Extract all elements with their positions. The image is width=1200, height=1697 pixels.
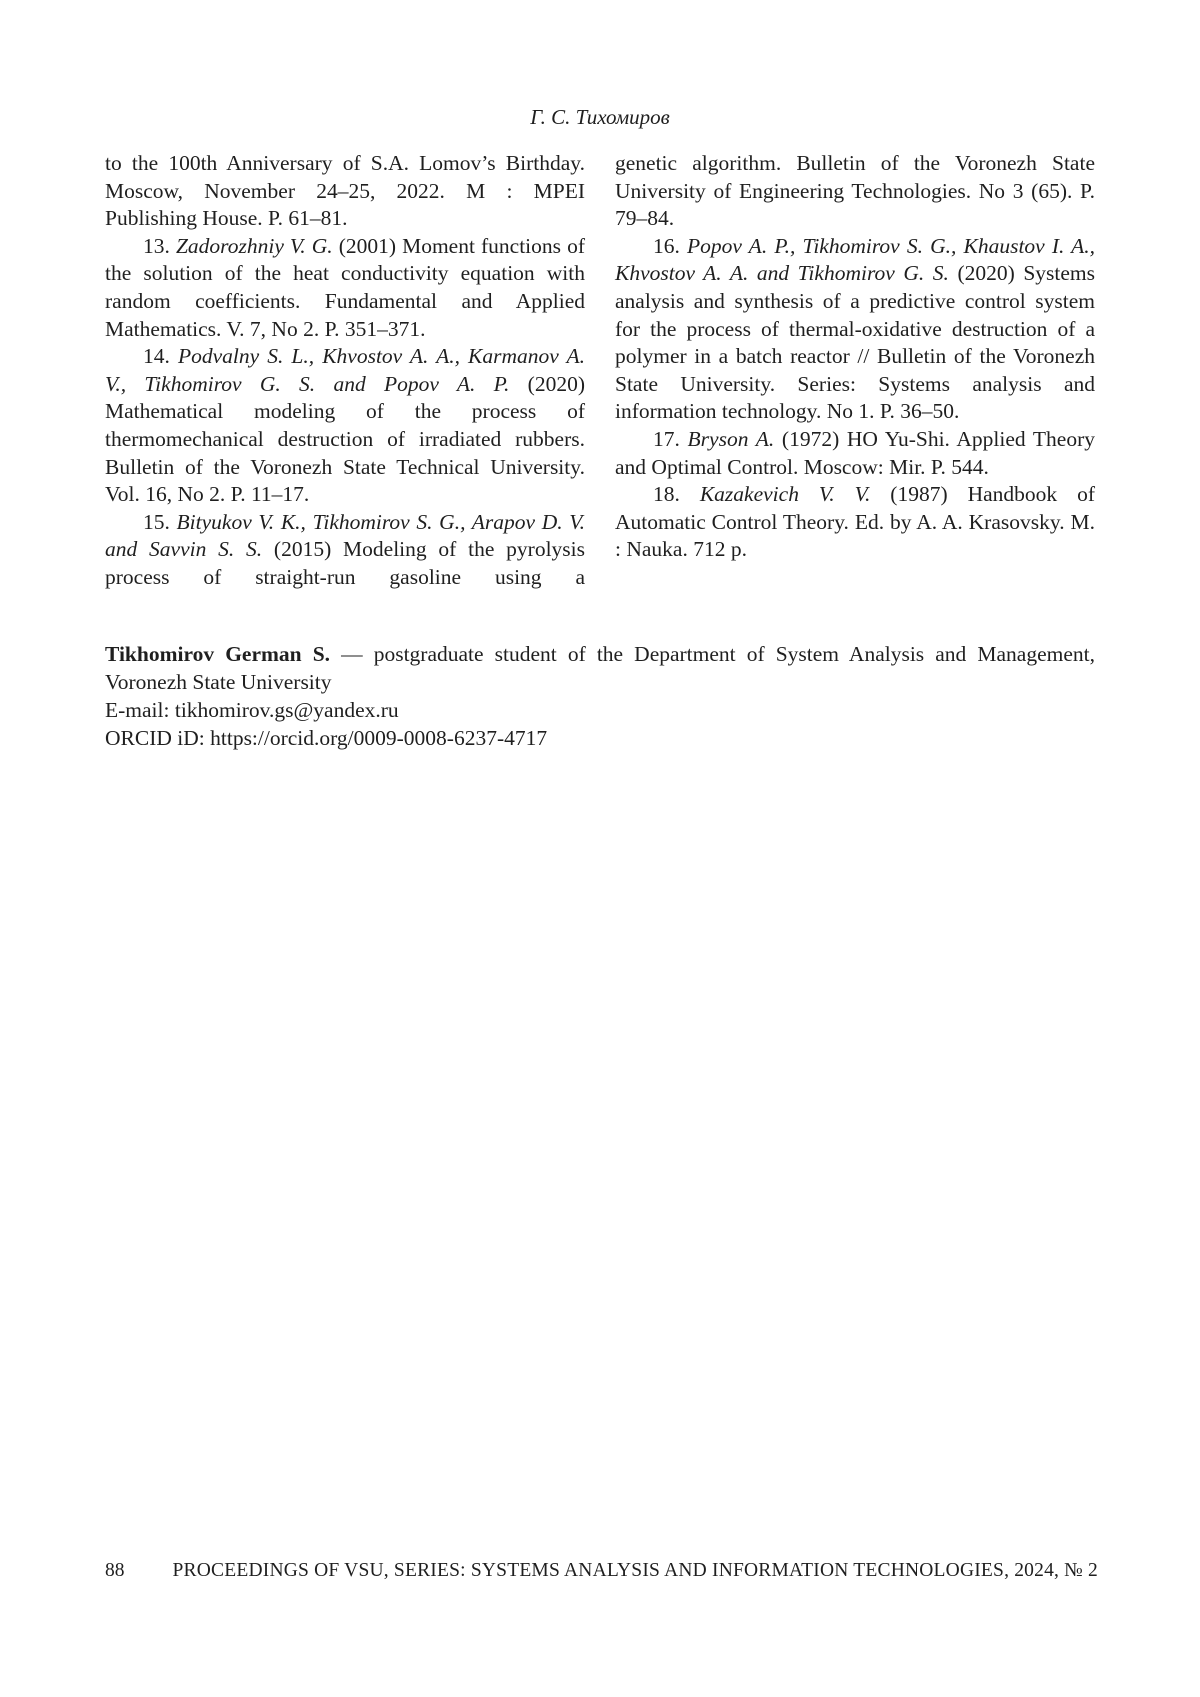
reference-paragraph bbox=[615, 426, 1095, 481]
author-email-line: E-mail: tikhomirov.gs@yandex.ru bbox=[105, 698, 399, 722]
reference-text: (2020) Mathematical modeling of the process of thermomechanical destruction of irradiated rubbers. Bulletin of the Voronezh State Technical University. Vol. 16, No 2. P. 11–17. bbox=[105, 371, 585, 507]
reference-authors: Zadorozhniy V. G. bbox=[175, 233, 333, 258]
reference-authors: Popov A. P., Tikhomirov S. G., Khaustov I. A., Khvostov A. A. and Tikhomirov G. S. bbox=[615, 233, 1096, 286]
reference-text: (1987) Handbook of Automatic Control Theory. Ed. by A. A. Krasovsky. M. : Nauka. 712 p. bbox=[615, 482, 1096, 562]
reference-text: 18. bbox=[653, 482, 700, 507]
reference-paragraph bbox=[105, 233, 585, 343]
references-right-column bbox=[615, 150, 1095, 592]
reference-text: (2020) Systems analysis and synthesis of a predictive control system for the process of thermal-oxidative destruction of a polymer in a batch reactor // Bulletin of the Voronezh State University. Series: Systems analysis and information technology. No 1. P. 36–50. bbox=[615, 261, 1095, 424]
footer-journal-title: PROCEEDINGS OF VSU, SERIES: SYSTEMS ANALYSIS AND INFORMATION TECHNOLOGIES, 2024, № 2 bbox=[172, 1560, 1099, 1581]
author-orcid-line: ORCID iD: https://orcid.org/0009-0008-6237-4717 bbox=[105, 726, 548, 750]
reference-text: 13. bbox=[143, 233, 176, 258]
author-info-block bbox=[105, 640, 1095, 752]
reference-paragraph bbox=[105, 343, 585, 509]
running-head-author: Г. С. Тихомиров bbox=[530, 105, 670, 129]
reference-paragraph bbox=[105, 509, 585, 592]
reference-paragraph bbox=[615, 481, 1095, 564]
reference-authors: Kazakevich V. V. bbox=[699, 482, 871, 507]
reference-text: to the 100th Anniversary of S.A. Lomov’s Birthday. Moscow, November 24–25, 2022. M : MPEI Publishing House. P. 61–81. bbox=[105, 151, 585, 231]
page-footer bbox=[105, 1559, 1099, 1583]
reference-authors: Podvalny S. L., Khvostov A. A., Karmanov A. V., Tikhomirov G. S. and Popov A. P. bbox=[105, 344, 585, 396]
reference-text: (2015) Modeling of the pyrolysis process of straight-run gasoline using a bbox=[105, 537, 585, 589]
reference-paragraph bbox=[105, 150, 585, 233]
reference-authors: Bityukov V. K., Tikhomirov S. G., Arapov D. V. and Savvin S. S. bbox=[105, 509, 585, 562]
reference-authors: Bryson A. bbox=[687, 426, 775, 451]
author-name: Tikhomirov German S. bbox=[105, 642, 331, 666]
footer-page-number: 88 bbox=[105, 1560, 125, 1581]
reference-text: 17. bbox=[653, 426, 688, 451]
reference-text: (2001) Moment functions of the solution of the heat conductivity equation with random coefficients. Fundamental and Applied Mathematics. V. 7, No 2. P. 351–371. bbox=[105, 233, 586, 341]
reference-text: 15. bbox=[143, 509, 177, 534]
author-info-line bbox=[105, 640, 1095, 696]
reference-text: 14. bbox=[143, 344, 178, 369]
reference-paragraph bbox=[615, 233, 1095, 426]
reference-text: genetic algorithm. Bulletin of the Voronezh State University of Engineering Technologies. No 3 (65). P. 79–84. bbox=[615, 151, 1095, 231]
reference-paragraph bbox=[615, 150, 1095, 233]
author-affiliation: — postgraduate student of the Department of System Analysis and Management, Voronezh State University bbox=[105, 642, 1095, 694]
references-left-column bbox=[105, 150, 585, 592]
reference-text: 16. bbox=[653, 233, 688, 258]
reference-text: (1972) HO Yu-Shi. Applied Theory and Optimal Control. Moscow: Mir. P. 544. bbox=[615, 426, 1096, 479]
references-section bbox=[105, 150, 1095, 592]
